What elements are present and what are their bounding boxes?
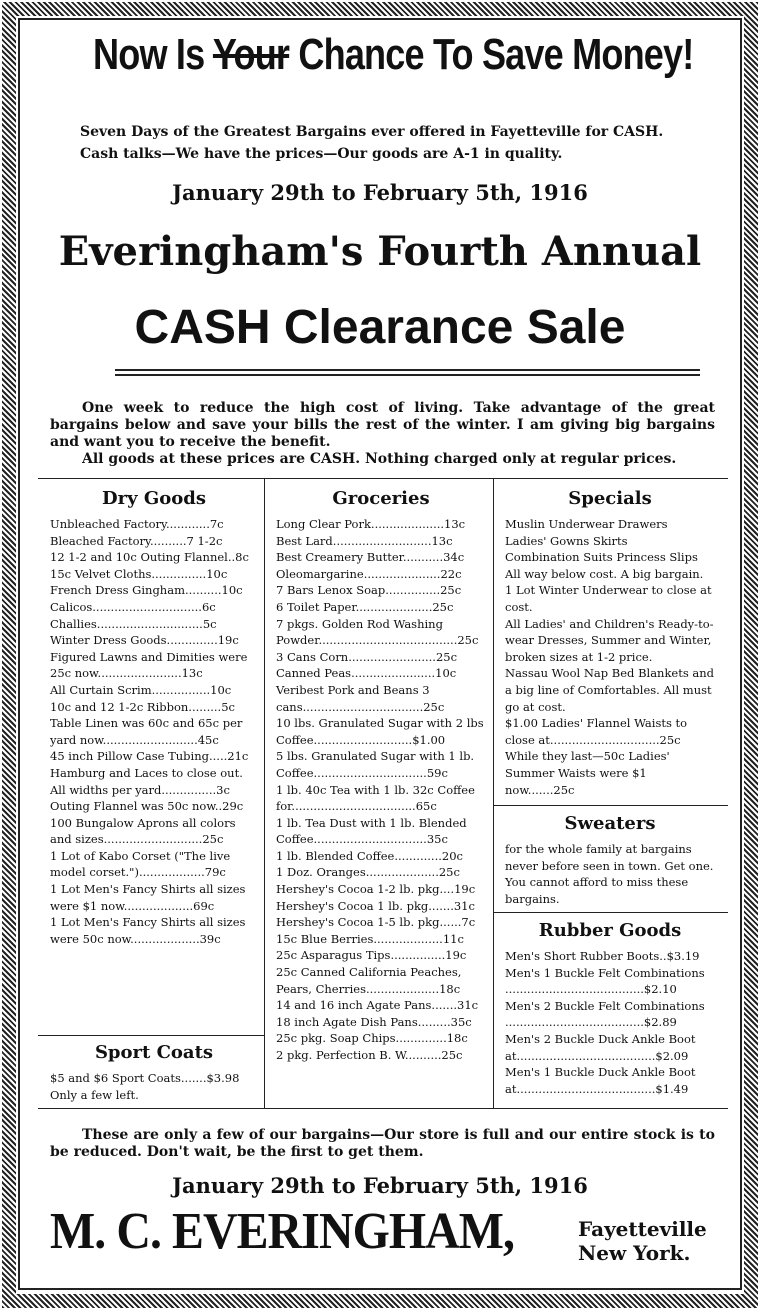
footer-text [50, 1127, 715, 1161]
column-divider-2 [493, 478, 494, 1108]
specials-heading: Specials [568, 488, 652, 509]
merchant-location [578, 1217, 707, 1265]
paragraph-1: One week to reduce the high cost of living. Take advantage of the great bargains below and save your bills the rest of the winter. I am giving big bargains and want you to receive the benefit. [50, 400, 715, 450]
specials-item: All way below cost. A big bargain. [505, 566, 704, 581]
specials-item: Ladies' Gowns Skirts [505, 533, 628, 548]
dry-goods-list [50, 516, 258, 947]
dry-goods-item: Calicos..............................6c [50, 599, 216, 614]
dry-goods-item: 1 Lot Men's Fancy Shirts all sizes were $1 now...................69c [50, 882, 246, 913]
dry-goods-item: 1 Lot of Kabo Corset ("The live model corset.")..................79c [50, 848, 231, 880]
dry-goods-item: 1 Lot Men's Fancy Shirts all sizes were 50c now...................39c [50, 915, 246, 946]
intro-line-1: Seven Days of the Greatest Bargains ever offered in Fayetteville for CASH. [80, 124, 664, 140]
dry-goods-item: Challies.............................5c [50, 616, 217, 631]
dry-goods-item: Unbleached Factory............7c [50, 517, 224, 531]
dry-goods-item: French Dress Gingham..........10c [50, 583, 243, 598]
groceries-item: Oleomargarine.....................22c [276, 566, 462, 581]
specials-list [505, 516, 715, 798]
specials-item: 1 Lot Winter Underwear to close at cost. [505, 583, 712, 614]
headline-part2: Chance To Save Money! [298, 30, 694, 79]
sweaters-text: for the whole family at bargains never before seen in town. Get one. You cannot afford to miss these bargains. [505, 842, 714, 906]
groceries-item: Long Clear Pork....................13c [276, 517, 466, 531]
intro-paragraph [50, 400, 715, 468]
merchant-name: M. C. EVERINGHAM, [50, 1203, 515, 1260]
title-rule-1 [115, 369, 700, 371]
groceries-item: 25c Canned California Peaches, Pears, Cherries....................18c [276, 965, 462, 996]
groceries-item: 5 lbs. Granulated Sugar with 1 lb. Coffee...............................59c [276, 749, 475, 780]
groceries-item: 25c Asparagus Tips...............19c [276, 948, 467, 963]
dry-goods-item: Winter Dress Goods..............19c [50, 633, 239, 648]
sport-coats-section [50, 1042, 258, 1103]
sweaters-section [505, 813, 715, 907]
title: Everingham's Fourth Annual [58, 228, 702, 275]
groceries-item: 7 Bars Lenox Soap...............25c [276, 583, 462, 598]
paragraph-2: All goods at these prices are CASH. Nothing charged only at regular prices. [82, 451, 677, 467]
dry-goods-heading: Dry Goods [102, 488, 206, 509]
rubber-goods-rule [493, 912, 728, 913]
groceries-item: Canned Peas.......................10c [276, 666, 457, 681]
dry-goods-item: 10c and 12 1-2c Ribbon.........5c [50, 699, 235, 714]
dry-goods-item: 100 Bungalow Aprons all colors and sizes...........................25c [50, 815, 236, 847]
groceries-item: 1 Doz. Oranges....................25c [276, 865, 460, 880]
groceries-item: Hershey's Cocoa 1-5 lb. pkg......7c [276, 915, 476, 930]
groceries-item: 25c pkg. Soap Chips..............18c [276, 1031, 468, 1046]
specials-item: Nassau Wool Nap Bed Blankets and a big line of Comfortables. All must go at cost. [505, 666, 715, 714]
dry-goods-item: 12 1-2 and 10c Outing Flannel..8c [50, 550, 249, 565]
sport-coats-item-1: $5 and $6 Sport Coats.......$3.98 [50, 1071, 240, 1085]
dry-goods-item: All Curtain Scrim................10c [50, 682, 232, 697]
title-rule-2 [115, 374, 700, 376]
rubber-goods-section [505, 920, 715, 1097]
footer-date: January 29th to February 5th, 1916 [172, 1173, 588, 1198]
dry-goods-column [50, 488, 258, 947]
headline [93, 30, 694, 80]
groceries-item: 15c Blue Berries...................11c [276, 931, 464, 946]
subtitle: CASH Clearance Sale [134, 301, 626, 354]
specials-item: Muslin Underwear Drawers [505, 517, 668, 531]
date-line: January 29th to February 5th, 1916 [172, 180, 588, 205]
rubber-goods-heading: Rubber Goods [538, 920, 682, 941]
rubber-goods-item: Men's 2 Buckle Duck Ankle Boot at......................................$2.09 [505, 1031, 696, 1063]
columns-top-rule [38, 478, 728, 479]
specials-item: While they last—50c Ladies' Summer Waists were $1 now.......25c [505, 749, 670, 797]
sweaters-heading: Sweaters [564, 813, 656, 834]
rubber-goods-item: Men's 2 Buckle Felt Combinations ......................................$2.89 [505, 998, 705, 1030]
dry-goods-item: 45 inch Pillow Case Tubing.....21c [50, 749, 249, 764]
specials-item: $1.00 Ladies' Flannel Waists to close at..............................25c [505, 716, 688, 747]
headline-strike: Your [212, 30, 290, 79]
groceries-item: 7 pkgs. Golden Rod Washing Powder......................................25c [276, 616, 479, 648]
dry-goods-item: Bleached Factory..........7 1-2c [50, 533, 223, 548]
rubber-goods-item: Men's 1 Buckle Felt Combinations ......................................$2.10 [505, 965, 705, 997]
rubber-goods-item: Men's Short Rubber Boots..$3.19 [505, 949, 700, 963]
specials-item: Combination Suits Princess Slips [505, 550, 698, 565]
sport-coats-rule [38, 1035, 264, 1036]
groceries-item: 1 lb. Tea Dust with 1 lb. Blended Coffee...............................35c [276, 815, 467, 847]
location-state: New York. [578, 1241, 691, 1265]
groceries-item: 10 lbs. Granulated Sugar with 2 lbs Coffee...........................$1.00 [276, 716, 484, 747]
intro-line-2: Cash talks—We have the prices—Our goods are A-1 in quality. [80, 146, 563, 162]
dry-goods-item: Figured Lawns and Dimities were 25c now.......................13c [50, 649, 248, 681]
dry-goods-item: Hamburg and Laces to close out. All widths per yard...............3c [50, 765, 243, 797]
rubber-goods-item: Men's 1 Buckle Duck Ankle Boot at......................................$1.49 [505, 1065, 696, 1096]
dry-goods-item: Table Linen was 60c and 65c per yard now..........................45c [50, 716, 243, 747]
groceries-item: Best Lard...........................13c [276, 533, 453, 548]
rubber-goods-list [505, 948, 715, 1097]
groceries-list [276, 516, 486, 1064]
headline-part1: Now Is [93, 30, 205, 79]
footer-paragraph: These are only a few of our bargains—Our store is full and our entire stock is to be reduced. Don't wait, be the first to get them. [50, 1127, 715, 1160]
groceries-item: Hershey's Cocoa 1-2 lb. pkg....19c [276, 882, 476, 897]
groceries-item: Veribest Pork and Beans 3 cans.................................25c [276, 682, 445, 714]
groceries-item: 6 Toilet Paper.....................25c [276, 599, 454, 614]
groceries-item: 18 inch Agate Dish Pans.........35c [276, 1014, 472, 1029]
column-divider-1 [264, 478, 265, 1108]
intro-text [80, 121, 700, 165]
groceries-item: Hershey's Cocoa 1 lb. pkg.......31c [276, 898, 475, 913]
sport-coats-item-2: Only a few left. [50, 1087, 139, 1102]
groceries-item: 3 Cans Corn........................25c [276, 649, 458, 664]
sport-coats-heading: Sport Coats [94, 1042, 214, 1063]
location-town: Fayetteville [578, 1217, 707, 1241]
dry-goods-item: Outing Flannel was 50c now..29c [50, 799, 244, 814]
specials-item: All Ladies' and Children's Ready-to-wear Dresses, Summer and Winter, broken sizes at 1-2 price. [505, 616, 714, 664]
dry-goods-item: 15c Velvet Cloths...............10c [50, 566, 228, 581]
columns-bottom-rule [38, 1108, 728, 1109]
groceries-item: 2 pkg. Perfection B. W..........25c [276, 1048, 463, 1062]
groceries-item: 14 and 16 inch Agate Pans.......31c [276, 998, 479, 1013]
groceries-item: Best Creamery Butter...........34c [276, 550, 465, 565]
groceries-column [276, 488, 486, 1064]
sweaters-rule [493, 805, 728, 806]
groceries-heading: Groceries [332, 488, 430, 509]
groceries-item: 1 lb. Blended Coffee.............20c [276, 848, 463, 863]
groceries-item: 1 lb. 40c Tea with 1 lb. 32c Coffee for..................................65c [276, 782, 475, 814]
specials-column [505, 488, 715, 798]
